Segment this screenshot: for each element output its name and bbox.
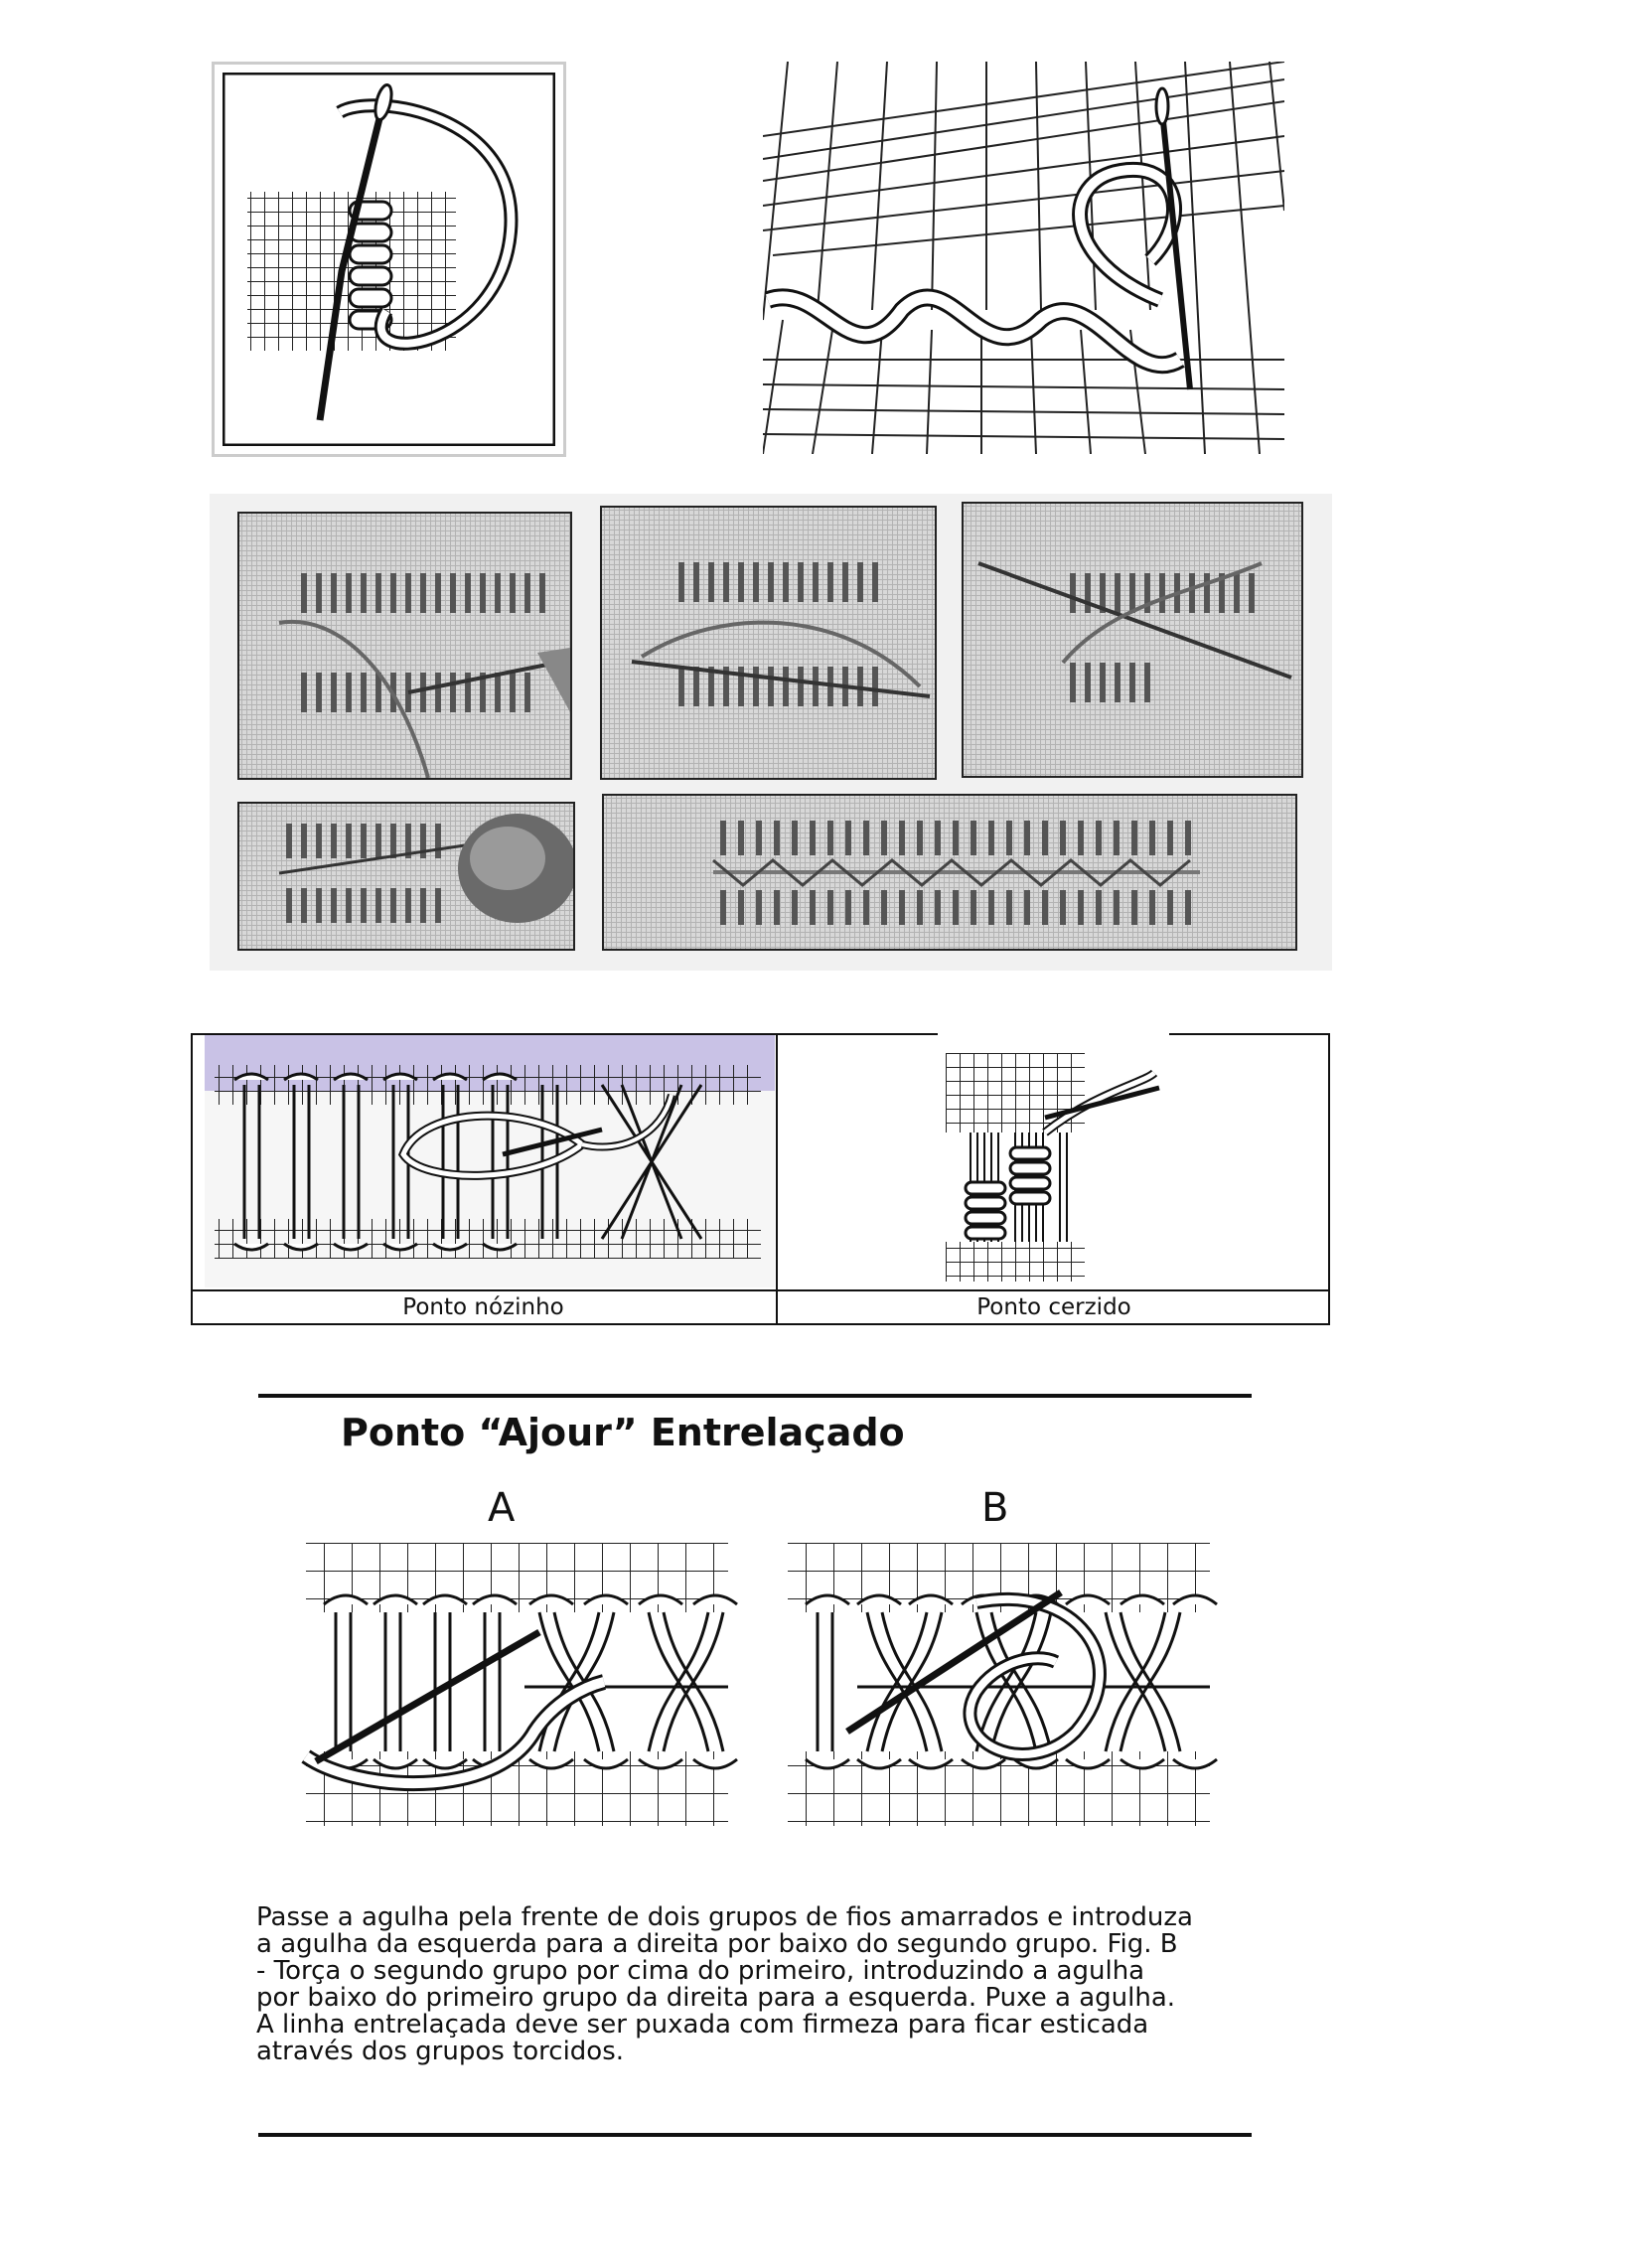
- darning-stitch-illustration: [946, 1053, 1184, 1286]
- instructions-line: A linha entrelaçada deve ser puxada com firmeza para ficar esticada: [256, 2010, 1149, 2040]
- section-bottom-rule: [258, 2133, 1252, 2137]
- knot-stitch-illustration: [205, 1035, 775, 1287]
- section-title: Ponto “Ajour” Entrelaçado: [341, 1411, 905, 1454]
- figure-a-illustration: [296, 1543, 738, 1826]
- caption-ponto-cerzido: Ponto cerzido: [976, 1294, 1131, 1320]
- caption-ponto-nozinho: Ponto nózinho: [402, 1294, 564, 1320]
- instructions-line: por baixo do primeiro grupo da direita para a esquerda. Puxe a agulha.: [256, 1983, 1176, 2013]
- section-top-rule: [258, 1394, 1252, 1398]
- instructions-paragraph: [256, 1904, 1260, 2065]
- stitch-table: [191, 1033, 1330, 1325]
- step-photo-3: [962, 502, 1303, 778]
- figure-a-label: A: [488, 1485, 516, 1531]
- figure-b-illustration: [778, 1543, 1220, 1826]
- knot-stitch-perspective-drawing: [763, 62, 1284, 454]
- step-photo-5: [602, 794, 1297, 951]
- instructions-line: Passe a agulha pela frente de dois grupos de fios amarrados e introduza: [256, 1902, 1193, 1932]
- step-photo-4: [237, 802, 575, 951]
- wrapping-stitch-drawing: [223, 73, 555, 446]
- instructions-line: a agulha da esquerda para a direita por baixo do segundo grupo. Fig. B: [256, 1929, 1178, 1959]
- figure-b-label: B: [981, 1485, 1009, 1531]
- instructions-line: - Torça o segundo grupo por cima do primeiro, introduzindo a agulha: [256, 1956, 1145, 1986]
- instructions-line: através dos grupos torcidos.: [256, 2037, 625, 2066]
- knot-stitch-perspective-illustration: [763, 62, 1284, 454]
- wrapping-stitch-illustration: [212, 62, 566, 457]
- step-photo-1: [237, 512, 572, 780]
- step-photo-2: [600, 506, 937, 780]
- step-photos-panel: [210, 494, 1332, 971]
